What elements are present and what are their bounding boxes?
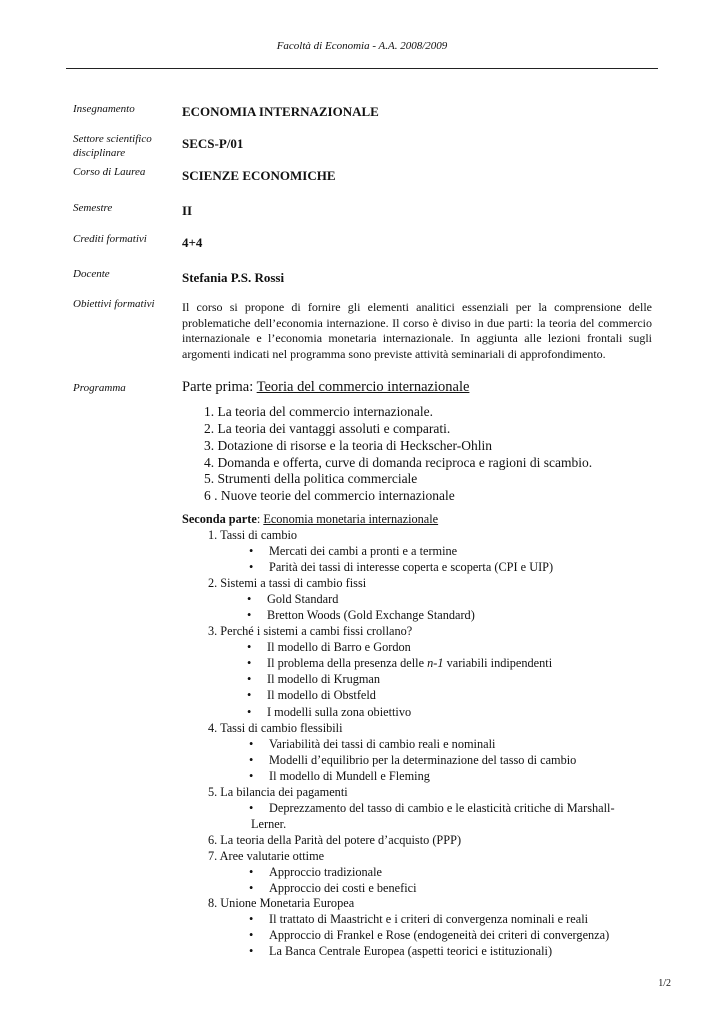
value-crediti: 4+4 [182,235,203,250]
section-4-item-b: • Modelli d’equilibrio per la determinazione del tasso di cambio [249,753,576,768]
section-2-item-b: • Bretton Woods (Gold Exchange Standard) [247,608,475,623]
section-2: 2. Sistemi a tassi di cambio fissi [208,576,367,590]
section-8-item-a: • Il trattato di Maastricht e i criteri di convergenza nominali e reali [249,912,588,927]
value-semestre: II [182,203,193,218]
parte-prima-item-3: 3. Dotazione di risorse e la teoria di Heckscher-Ohlin [204,438,493,453]
label-obiettivi: Obiettivi formativi [73,298,155,310]
section-8-item-b: • Approccio di Frankel e Rose (endogeneità dei criteri di convergenza) [249,928,609,943]
section-3-item-b-em: n-1 [427,656,444,670]
parte-prima-item-6: 6 . Nuove teorie del commercio internazionale [204,488,455,503]
page-number: 1/2 [658,978,671,989]
parte-prima-title: Teoria del commercio internazionale [256,379,470,395]
seconda-parte-prefix: Seconda parte [182,512,257,526]
seconda-parte-heading: Seconda parte: Economia monetaria internazionale [182,512,439,526]
label-settore-2: disciplinare [73,147,126,159]
value-insegnamento: ECONOMIA INTERNAZIONALE [182,104,379,119]
parte-prima-heading: Parte prima: Teoria del commercio internazionale [182,379,470,395]
section-5-item-a-cont: Lerner. [251,817,287,831]
section-1: 1. Tassi di cambio [208,528,298,542]
parte-prima-item-4: 4. Domanda e offerta, curve di domanda reciproca e ragioni di scambio. [204,455,593,470]
section-2-item-a: • Gold Standard [247,592,338,607]
section-8-item-c: • La Banca Centrale Europea (aspetti teorici e istituzionali) [249,944,552,959]
section-4-item-a: • Variabilità dei tassi di cambio reali e nominali [249,737,495,752]
section-3-item-e: • I modelli sulla zona obiettivo [247,705,411,720]
section-8: 8. Unione Monetaria Europea [208,896,355,910]
label-semestre: Semestre [73,202,113,214]
section-3-item-b [247,656,552,671]
section-7-item-b: • Approccio dei costi e benefici [249,881,417,896]
parte-prima-item-2: 2. La teoria dei vantaggi assoluti e comparati. [204,421,451,436]
obiettivi-text: Il corso si propone di fornire gli elementi analitici essenziali per la comprensione delle problematiche dell’economia internazione. Il corso è diviso in due parti: la teoria del commercio internazionale e l’economia monetaria internazionale. In aggiunta alle lezioni frontali sugli argomenti indicati nel programma sono previste attività seminariali di approfondimento. [182,300,652,361]
seconda-parte-title: Economia monetaria internazionale [263,512,439,526]
label-insegnamento: Insegnamento [73,103,135,115]
parte-prima-prefix: Parte prima [182,379,250,395]
label-corso: Corso di Laurea [73,166,146,178]
section-5-item-a: • Deprezzamento del tasso di cambio e le elasticità critiche di Marshall- [249,801,615,816]
value-docente: Stefania P.S. Rossi [182,270,285,285]
section-7-item-a: • Approccio tradizionale [249,865,382,880]
parte-prima-item-1: 1. La teoria del commercio internazionale. [204,404,434,419]
section-3-item-b-pre: Il problema della presenza delle [267,656,428,670]
label-crediti: Crediti formativi [73,233,147,245]
page-header: Facoltà di Economia - A.A. 2008/2009 [276,40,448,52]
section-4: 4. Tassi di cambio flessibili [208,721,343,735]
section-3-item-b-post: variabili indipendenti [443,656,553,670]
section-7: 7. Aree valutarie ottime [208,849,325,863]
section-3-item-d: • Il modello di Obstfeld [247,688,376,703]
section-3: 3. Perché i sistemi a cambi fissi crollano? [208,624,413,638]
section-3-item-c: • Il modello di Krugman [247,672,380,687]
section-6: 6. La teoria della Parità del potere d’acquisto (PPP) [208,833,462,847]
section-5: 5. La bilancia dei pagamenti [208,785,348,799]
section-3-item-a: • Il modello di Barro e Gordon [247,640,411,655]
value-corso: SCIENZE ECONOMICHE [182,168,336,183]
label-docente: Docente [73,268,110,280]
parte-prima-item-5: 5. Strumenti della politica commerciale [204,471,418,486]
value-settore: SECS-P/01 [182,136,244,151]
label-settore: Settore scientifico [73,133,152,145]
section-1-item-b: • Parità dei tassi di interesse coperta e scoperta (CPI e UIP) [249,560,553,575]
section-1-item-a: • Mercati dei cambi a pronti e a termine [249,544,457,559]
label-programma: Programma [73,382,126,394]
header-divider [66,68,658,69]
section-4-item-c: • Il modello di Mundell e Fleming [249,769,430,784]
